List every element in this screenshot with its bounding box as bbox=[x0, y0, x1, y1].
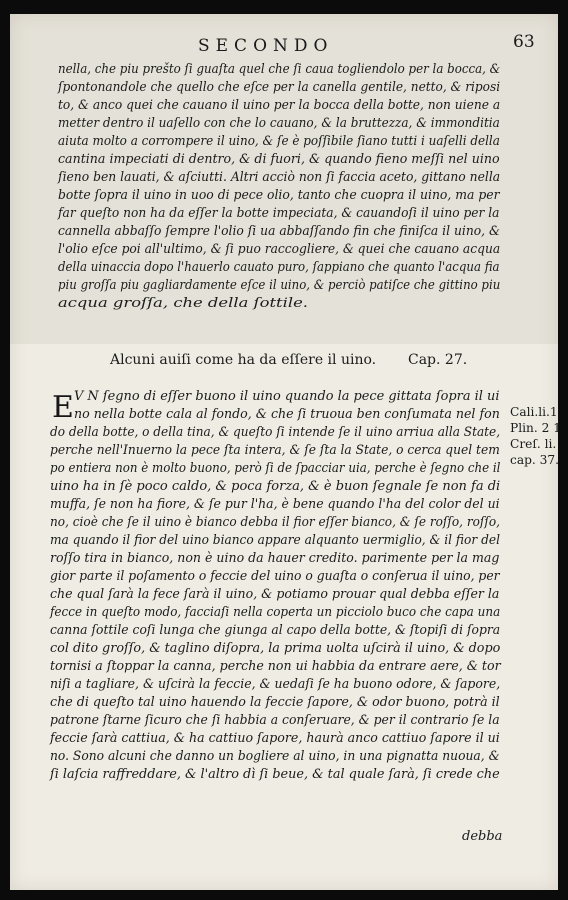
text-line: metter dentro il uaſello con che lo cauano, & la bruttezza, & immonditia bbox=[58, 116, 500, 131]
text-line: niſi a tagliare, & uſcirà la feccie, & uedaſi ſe ha buono odore, & ſapore, bbox=[50, 677, 501, 692]
book-page bbox=[10, 14, 561, 890]
text-line: acqua groſſa, che della ſottile. bbox=[58, 296, 308, 311]
text-line: uino ha in ſè poco caldo, & poca forza, & è buon ſegnale ſe non fa di bbox=[50, 479, 501, 494]
margin-notes bbox=[510, 404, 561, 468]
text-line: aiuta molto a corrompere il uino, & ſe è poſſibile ſiano tutti i uaſelli della bbox=[58, 134, 500, 149]
text-line: perche nell'Inuerno la pece ſta intera, & ſe ſta la State, o cerca quel tem bbox=[50, 443, 500, 458]
text-line: cannella abbaſſo ſempre l'olio ſi ua abbaſſando fin che finiſca il uino, & bbox=[58, 224, 500, 239]
text-line: feccie ſarà cattiua, & ha cattiuo ſapore, haurà anco cattiuo ſapore il ui bbox=[50, 731, 500, 746]
text-line: to, & anco quei che cauano il uino per la bocca della botte, non uiene a bbox=[58, 98, 501, 113]
text-line: po entiera non è molto buono, però ſi de ſpacciar uia, perche è ſegno che il bbox=[50, 461, 501, 476]
text-line: muffa, ſe non ha fiore, & ſe pur l'ha, è bene quando l'ha del color del ui bbox=[50, 497, 500, 512]
text-line: fecce in queſto modo, facciaſi nella coperta un picciolo buco che capa una bbox=[50, 605, 501, 620]
text-line: canna ſottile coſi lunga che giunga al capo della botte, & ſtopiſi di ſopra bbox=[50, 623, 501, 638]
text-line: patrone ſtarne ſicuro che ſi habbia a conſeruare, & per il contrario ſe la bbox=[50, 713, 500, 728]
margin-note-line: Cali.li.1 bbox=[510, 405, 558, 419]
chapter-title: Alcuni auiſi come ha da eſſere il uino. bbox=[110, 352, 377, 368]
text-line: l'olio eſce poi all'ultimo, & ſi puo raccogliere, & quei che cauano acqua bbox=[58, 242, 501, 257]
margin-note-line: cap. 37. bbox=[510, 453, 560, 467]
text-line: tornisi a ſtoppar la canna, perche non ui habbia da entrare aere, & tor bbox=[50, 659, 501, 674]
text-line: do della botte, o della tina, & queſto ſi intende ſe il uino arriua alla State, bbox=[50, 425, 501, 440]
text-line: piu groſſa piu gagliardamente eſce il uino, & perciò patiſce che gittino piu bbox=[58, 278, 501, 293]
margin-note-line: Creſ. li. bbox=[510, 437, 557, 451]
running-title: SECONDO bbox=[198, 36, 334, 56]
text-line: gior parte il poſamento o feccie del uino o guaſta o conſerua il uino, per bbox=[50, 569, 500, 584]
text-line: V N ſegno di eſſer buono il uino quando la pece gittata ſopra il ui bbox=[74, 389, 500, 404]
catchword: debba bbox=[462, 829, 503, 844]
text-line: botte ſopra il uino in uoo di pece olio, tanto che cuopra il uino, ma per bbox=[58, 188, 500, 203]
text-line: no, cioè che ſe il uino è bianco debba il fior eſſer bianco, & ſe roſſo, roſſo, bbox=[50, 515, 501, 530]
text-line: ſieno ben lauati, & aſciutti. Altri acciò non ſi faccia aceto, gittano nella bbox=[58, 170, 501, 185]
chapter-heading bbox=[110, 352, 468, 368]
margin-note-line: Plin. 2 1 bbox=[510, 421, 561, 435]
page-number: 63 bbox=[513, 32, 535, 52]
text-line: che di queſto tal uino hauendo la feccie ſapore, & odor buono, potrà il bbox=[50, 695, 500, 710]
text-line: nella, che piu prešto ſi guaſta quel che ſi caua togliendolo per la bocca, & bbox=[58, 62, 501, 77]
chapter-number: Cap. 27. bbox=[408, 352, 468, 368]
text-line: col dito groſſo, & taglino diſopra, la prima uolta uſcirà il uino, & dopo bbox=[50, 641, 501, 656]
text-line: no nella botte cala al fondo, & che ſi truoua ben conſumata nel fon bbox=[74, 407, 500, 422]
drop-cap: E bbox=[52, 390, 74, 425]
text-line: far queſto non ha da eſſer la botte impeciata, & cauandoſi il uino per la bbox=[58, 206, 500, 221]
text-line: della uinaccia dopo l'hauerlo cauato puro, ſappiano che quanto l'acqua fia bbox=[58, 260, 500, 275]
text-line: roſſo tira in bianco, non è uino da hauer credito. parimente per la mag bbox=[50, 551, 500, 566]
text-line: ſi laſcia raffreddare, & l'altro dì ſi beue, & tal quale ſarà, ſi crede che bbox=[50, 767, 500, 782]
text-line: che qual ſarà la fece ſarà il uino, & potiamo prouar qual debba eſſer la bbox=[50, 587, 500, 602]
text-line: cantina impeciati di dentro, & di fuori, & quando fieno meſſi nel uino bbox=[58, 152, 500, 167]
text-line: ma quando il fior del uino bianco appare alquanto uermiglio, & il fior del bbox=[50, 533, 500, 548]
text-line: no. Sono alcuni che danno un bogliere al uino, in una pignatta nuoua, & bbox=[50, 749, 500, 764]
text-line: ſpontonandole che quello che eſce per la canella gentile, netto, & riposi bbox=[58, 80, 501, 95]
